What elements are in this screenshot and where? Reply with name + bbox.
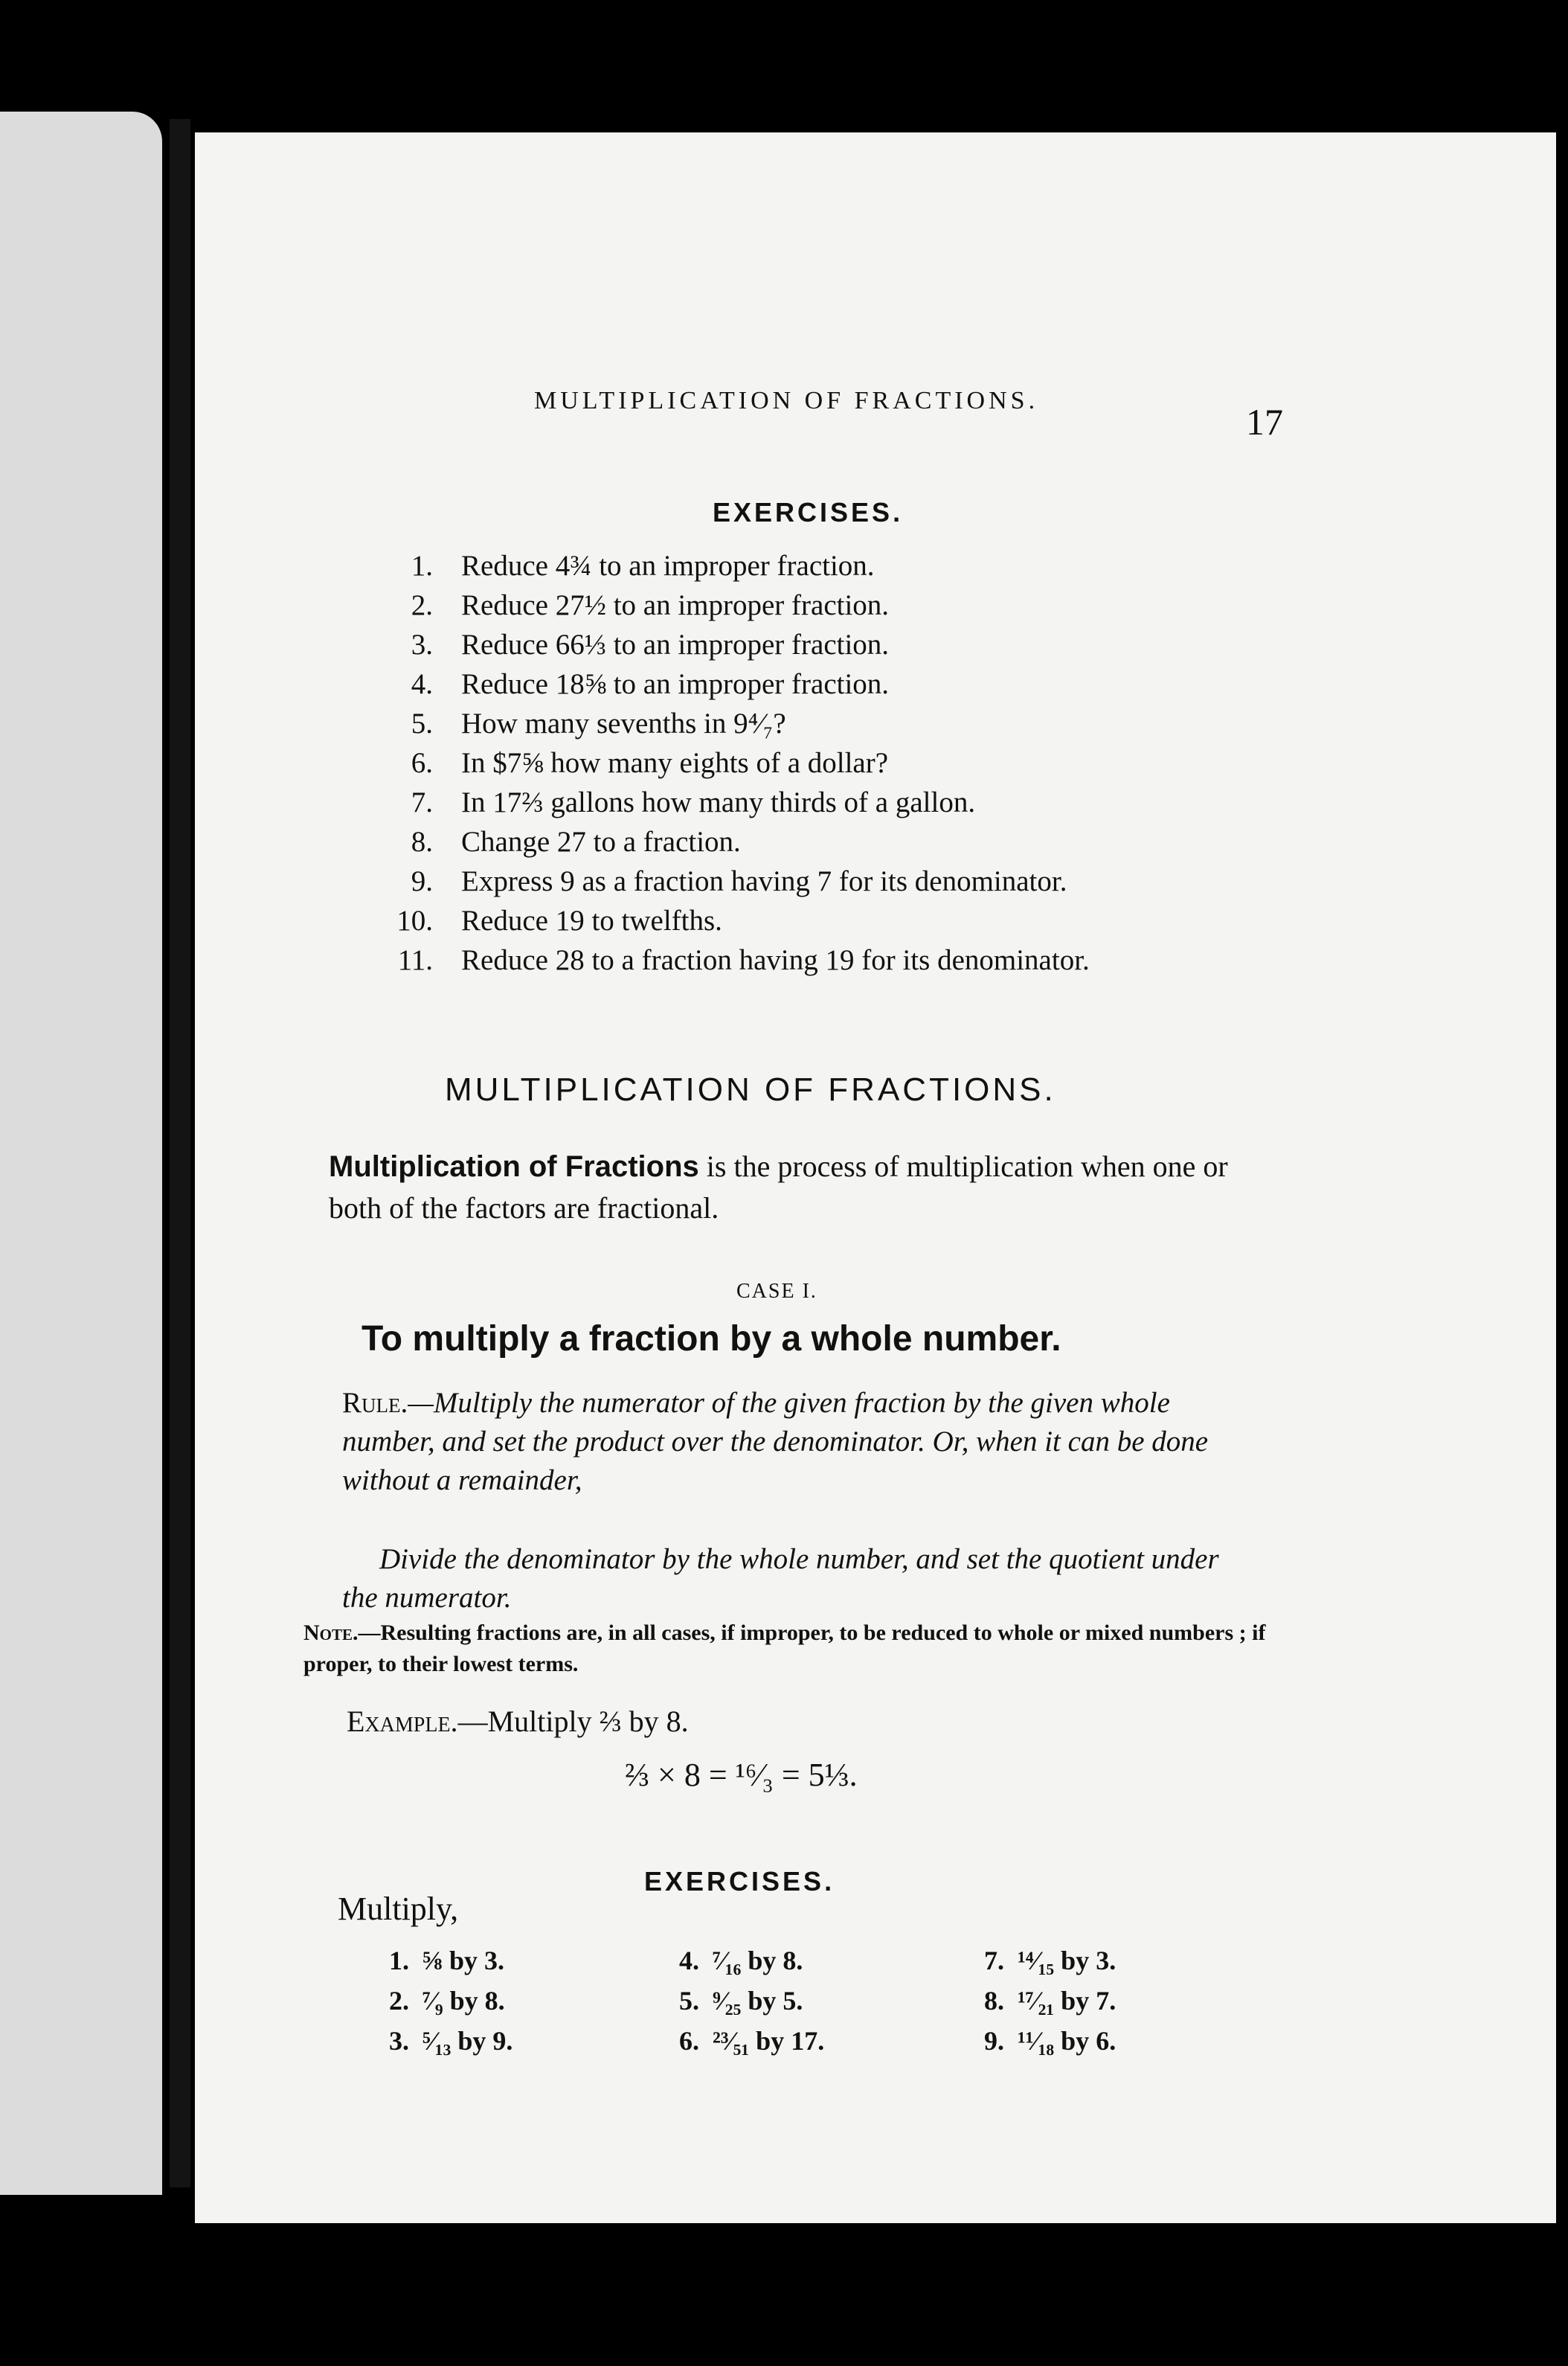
exercise-number: 1. <box>411 550 433 582</box>
exercise-text: In 17⅔ gallons how many thirds of a gallon. <box>461 786 976 818</box>
grid-item-number: 5. <box>679 1986 699 2016</box>
exercise-number: 5. <box>411 708 433 740</box>
exercise-number: 2. <box>411 589 433 621</box>
exercise-number: 6. <box>411 747 433 779</box>
exercise-number: 11. <box>397 944 433 976</box>
exercise-item <box>357 667 1090 707</box>
book-spine <box>170 119 190 2187</box>
case-subheading: To multiply a fraction by a whole number. <box>362 1319 1061 1359</box>
case-label: CASE I. <box>736 1280 817 1303</box>
definition-term: Multiplication of Fractions <box>329 1150 699 1183</box>
grid-item <box>372 2025 669 2065</box>
grid-item <box>967 1945 1265 1985</box>
rule-paragraph <box>342 1384 1257 1500</box>
example-label: Example. <box>347 1705 458 1738</box>
grid-item-number: 8. <box>984 1986 1004 2016</box>
exercise-list <box>357 549 1090 983</box>
note-paragraph <box>303 1618 1270 1680</box>
example-text: —Multiply ⅔ by 8. <box>457 1705 689 1738</box>
exercise-text: Express 9 as a fraction having 7 for its denominator. <box>461 865 1067 897</box>
exercise-text: Reduce 4¾ to an improper fraction. <box>461 550 875 582</box>
grid-item-text: ⁷⁄₁₆ by 8. <box>713 1946 803 1975</box>
exercise-text: In $7⅝ how many eights of a dollar? <box>461 747 889 779</box>
exercise-column <box>967 1945 1265 2065</box>
exercise-item <box>357 825 1090 865</box>
grid-item-number: 6. <box>679 2026 699 2056</box>
definition-paragraph <box>329 1146 1251 1229</box>
exercises-heading-2: EXERCISES. <box>644 1866 835 1897</box>
exercise-item <box>357 943 1090 983</box>
exercise-number: 8. <box>411 826 433 858</box>
page-number: 17 <box>1246 401 1283 443</box>
grid-item-text: ¹⁷⁄₂₁ by 7. <box>1018 1986 1116 2016</box>
exercise-text: How many sevenths in 9⁴⁄₇? <box>461 708 786 740</box>
grid-item-text: ⁵⁄₁₃ by 9. <box>422 2026 513 2056</box>
exercise-number: 10. <box>396 905 433 937</box>
running-head: MULTIPLICATION OF FRACTIONS. <box>534 387 1039 414</box>
exercise-number: 7. <box>411 786 433 818</box>
exercise-number: 3. <box>411 629 433 661</box>
exercise-column <box>372 1945 669 2065</box>
grid-item-number: 1. <box>389 1946 409 1975</box>
grid-item-text: ²³⁄₅₁ by 17. <box>713 2026 825 2056</box>
grid-item <box>372 1985 669 2025</box>
grid-item <box>662 1985 960 2025</box>
grid-item-text: ⁷⁄₉ by 8. <box>422 1986 505 2016</box>
exercises-intro: Multiply, <box>338 1891 459 1927</box>
exercise-text: Change 27 to a fraction. <box>461 826 741 858</box>
exercise-text: Reduce 19 to twelfths. <box>461 905 722 937</box>
exercises-heading: EXERCISES. <box>713 497 904 528</box>
exercise-text: Reduce 18⅝ to an improper fraction. <box>461 668 890 700</box>
definition-text: is the process of multiplication when one or both of the factors are fractional. <box>329 1150 1228 1225</box>
grid-item-number: 4. <box>679 1946 699 1975</box>
grid-item <box>662 2025 960 2065</box>
example-line <box>347 1704 689 1739</box>
grid-item-number: 2. <box>389 1986 409 2016</box>
exercise-text: Reduce 28 to a fraction having 19 for its denominator. <box>461 944 1090 976</box>
exercise-item <box>357 549 1090 589</box>
exercise-item <box>357 786 1090 825</box>
grid-item-text: ¹⁴⁄₁₅ by 3. <box>1018 1946 1116 1975</box>
section-title: MULTIPLICATION OF FRACTIONS. <box>445 1071 1056 1108</box>
exercise-item <box>357 628 1090 667</box>
exercise-item <box>357 865 1090 904</box>
exercise-text: Reduce 27½ to an improper fraction. <box>461 589 890 621</box>
grid-item-number: 7. <box>984 1946 1004 1975</box>
rule-text: —Multiply the numerator of the given fraction by the given whole number, and set the product over the denominator. Or, when it can be done without a remainder, <box>342 1387 1209 1496</box>
grid-item-number: 3. <box>389 2026 409 2056</box>
grid-item-text: ⁹⁄₂₅ by 5. <box>713 1986 803 2016</box>
rule-label: Rule. <box>342 1387 408 1419</box>
grid-item-text: ⅝ by 3. <box>422 1946 505 1975</box>
exercise-item <box>357 589 1090 628</box>
facing-page-edge <box>0 112 162 2195</box>
exercise-item <box>357 707 1090 746</box>
grid-item-number: 9. <box>984 2026 1004 2056</box>
grid-item <box>967 1985 1265 2025</box>
exercise-number: 9. <box>411 865 433 897</box>
grid-item-text: ¹¹⁄₁₈ by 6. <box>1018 2026 1116 2056</box>
grid-item <box>372 1945 669 1985</box>
grid-item <box>967 2025 1265 2065</box>
example-equation: ⅔ × 8 = ¹⁶⁄₃ = 5⅓. <box>625 1757 858 1793</box>
exercise-item <box>357 904 1090 943</box>
note-text: —Resulting fractions are, in all cases, if improper, to be reduced to whole or mixed numbers ; if proper, to their lowest terms. <box>303 1620 1266 1676</box>
exercise-text: Reduce 66⅓ to an improper fraction. <box>461 629 890 661</box>
note-label: Note. <box>303 1620 359 1645</box>
grid-item <box>662 1945 960 1985</box>
exercise-item <box>357 746 1090 786</box>
exercise-number: 4. <box>411 668 433 700</box>
rule-alternative: Divide the denominator by the whole number, and set the quotient under the numerator. <box>342 1543 1219 1614</box>
exercise-column <box>662 1945 960 2065</box>
